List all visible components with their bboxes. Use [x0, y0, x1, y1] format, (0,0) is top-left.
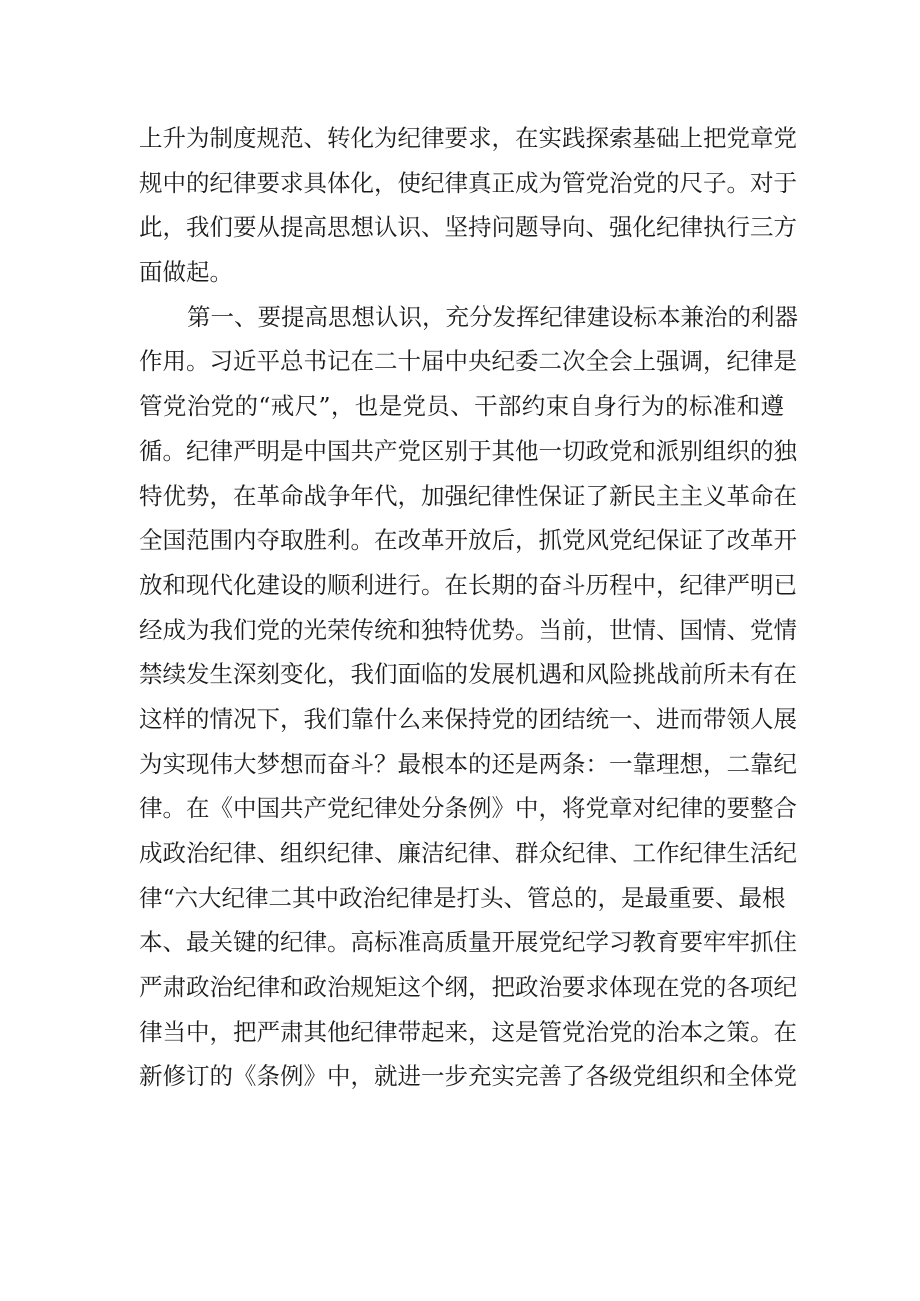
text-line: 律当中，把严肃其他纪律带起来，这是管党治党的治本之策。在: [139, 1017, 797, 1046]
text-line: 这样的情况下，我们靠什么来保持党的团结统一、进而带领人展: [139, 704, 797, 733]
text-line: 为实现伟大梦想而奋斗？最根本的还是两条：一靠理想，二靠纪: [139, 749, 797, 778]
text-line: 面做起。: [139, 258, 233, 287]
text-line: 作用。习近平总书记在二十届中央纪委二次全会上强调，纪律是: [139, 347, 797, 376]
text-line: 禁续发生深刻变化，我们面临的发展机遇和风险挑战前所未有在: [139, 660, 797, 689]
body-text: [139, 116, 798, 1099]
text-line: 循。纪律严明是中国共产党区别于其他一切政党和派别组织的独: [139, 436, 797, 465]
text-line: 特优势，在革命战争年代，加强纪律性保证了新民主主义革命在: [139, 481, 797, 510]
text-line: 管党治党的“戒尺”，也是党员、干部约束自身行为的标准和遵: [139, 392, 784, 421]
text-line: 经成为我们党的光荣传统和独特优势。当前，世情、国情、党情: [139, 615, 797, 644]
text-line: 第一、要提高思想认识，充分发挥纪律建设标本兼治的利器: [187, 302, 798, 331]
text-line: 严肃政治纪律和政治规矩这个纲，把政治要求体现在党的各项纪: [139, 973, 797, 1002]
text-line: 律。在《中国共产党纪律处分条例》中，将党章对纪律的要整合: [139, 794, 797, 823]
text-line: 此，我们要从提高思想认识、坚持问题导向、强化纪律执行三方: [139, 213, 797, 242]
text-line: 律“六大纪律二其中政治纪律是打头、管总的，是最重要、最根: [139, 883, 786, 912]
text-line: 成政治纪律、组织纪律、廉洁纪律、群众纪律、工作纪律生活纪: [139, 839, 797, 867]
text-line: 上升为制度规范、转化为纪律要求，在实践探索基础上把党章党: [139, 124, 797, 152]
text-line: 新修订的《条例》中，就进一步充实完善了各级党组织和全体党: [139, 1062, 797, 1091]
text-line: 规中的纪律要求具体化，使纪律真正成为管党治党的尺子。对于: [139, 168, 797, 197]
text-line: 本、最关键的纪律。高标准高质量开展党纪学习教育要牢牢抓住: [139, 928, 797, 957]
text-line: 放和现代化建设的顺利进行。在长期的奋斗历程中，纪律严明已: [139, 570, 797, 599]
text-line: 全国范围内夺取胜利。在改革开放后，抓党风党纪保证了改革开: [139, 526, 797, 555]
